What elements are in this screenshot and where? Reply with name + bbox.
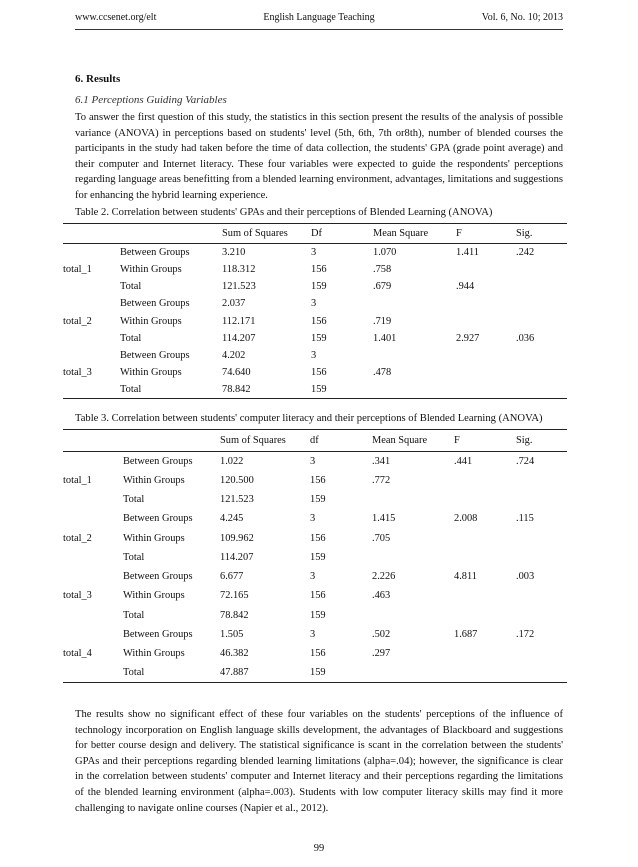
- table-cell: [373, 382, 456, 399]
- table-cell: [516, 382, 567, 399]
- row-label: Between Groups: [123, 455, 193, 467]
- table-cell: .003: [516, 571, 535, 583]
- table-cell: .719: [373, 315, 392, 327]
- table-cell: [456, 347, 516, 364]
- table-cell: 1.505: [220, 628, 244, 640]
- table-cell: [516, 663, 567, 682]
- table-row: [63, 509, 567, 528]
- subsection-heading: 6.1 Perceptions Guiding Variables: [75, 94, 227, 106]
- table-cell: .772: [372, 474, 391, 486]
- table-cell: 1.401: [373, 332, 397, 344]
- table-cell: [516, 548, 567, 567]
- table3-caption: Table 3. Correlation between students' computer literacy and their perceptions of Blended Learning (ANOVA): [75, 413, 543, 424]
- table-cell: [373, 295, 456, 312]
- row-label: Between Groups: [120, 350, 190, 362]
- table-cell: 72.165: [220, 590, 249, 602]
- column-header: Df: [311, 228, 322, 239]
- table-cell: [516, 278, 567, 295]
- table-cell: [372, 606, 454, 625]
- group-label: total_2: [63, 532, 92, 544]
- row-label: Within Groups: [123, 532, 185, 544]
- table-cell: 118.312: [222, 263, 256, 275]
- table-cell: [454, 644, 516, 663]
- table-cell: 156: [311, 263, 327, 275]
- table-cell: .679: [373, 281, 392, 293]
- table-row: [63, 490, 567, 509]
- header-row: [63, 430, 567, 452]
- table-cell: [456, 382, 516, 399]
- table-cell: .724: [516, 455, 535, 467]
- table-cell: 2.008: [454, 513, 478, 525]
- table2-anova: [63, 223, 567, 399]
- column-header: F: [454, 435, 460, 446]
- table2-body: [63, 244, 567, 399]
- table-cell: .297: [372, 648, 391, 660]
- group-label: total_1: [63, 264, 92, 276]
- table-cell: 3: [311, 298, 317, 310]
- table-row: [63, 586, 567, 605]
- intro-paragraph: To answer the first question of this study, the statistics in this section present the results of the analysis of possible variance (ANOVA) in perceptions based on students' level (5th, 6th, 7th or8th), number of blended courses the participants in the study had taken before the time of data collection, the students' GPA (grade point average) and their computer and Internet literacy. These four variables were expected to guide the respondents' perceptions regarding language areas benefitting from a blended learning environment, advantages, limitations and suggestions for enhancing the hybrid learning experience.: [75, 112, 563, 201]
- table-cell: 1.022: [220, 455, 244, 467]
- row-label: Total: [123, 667, 145, 679]
- column-header: Sum of Squares: [220, 435, 286, 446]
- header-rule: [75, 29, 563, 30]
- table-row: [63, 452, 567, 471]
- table-cell: .441: [454, 455, 473, 467]
- table-cell: 4.202: [222, 350, 246, 362]
- row-label: Total: [120, 332, 142, 344]
- table-cell: [516, 364, 567, 381]
- table-cell: [516, 606, 567, 625]
- table-cell: [516, 644, 567, 663]
- table-cell: .463: [372, 590, 391, 602]
- table-cell: [516, 347, 567, 364]
- row-label: Within Groups: [123, 474, 185, 486]
- table-cell: [456, 364, 516, 381]
- table-row: [63, 347, 567, 364]
- page-number: 99: [313, 843, 325, 854]
- table-cell: .758: [373, 263, 392, 275]
- table-cell: 3: [310, 628, 316, 640]
- row-label: Between Groups: [120, 298, 190, 310]
- table-cell: 156: [310, 474, 326, 486]
- table-row: [63, 278, 567, 295]
- table-row: [63, 567, 567, 586]
- group-label: total_1: [63, 475, 92, 487]
- row-label: Total: [120, 281, 142, 293]
- journal-url: www.ccsenet.org/elt: [75, 12, 157, 23]
- table-cell: 3: [311, 350, 317, 362]
- column-header: df: [310, 435, 319, 446]
- row-label: Total: [123, 609, 145, 621]
- table-cell: 1.415: [372, 513, 396, 525]
- table-cell: [456, 261, 516, 278]
- table-cell: [454, 490, 516, 509]
- row-label: Within Groups: [120, 263, 182, 275]
- table-cell: 78.842: [222, 384, 251, 396]
- column-header: Mean Square: [373, 228, 429, 239]
- table-cell: [454, 606, 516, 625]
- group-label: total_3: [63, 590, 92, 602]
- table-cell: 3: [310, 571, 316, 583]
- table-cell: 46.382: [220, 648, 249, 660]
- row-label: Total: [123, 494, 145, 506]
- table-cell: [456, 313, 516, 330]
- table-cell: .705: [372, 532, 391, 544]
- header-row: [63, 224, 567, 244]
- table-cell: 156: [311, 367, 327, 379]
- table-cell: .341: [372, 455, 391, 467]
- table-cell: .944: [456, 281, 475, 293]
- section-heading: 6. Results: [75, 73, 121, 85]
- column-header: [63, 224, 120, 244]
- table-cell: 2.037: [222, 298, 246, 310]
- table-cell: .115: [516, 513, 534, 525]
- discussion-paragraph: The results show no significant effect of these four variables on the students' perceptions of the influence of technology incorporation on English language skills development, the advantages of Blackboard and suggestions for better course design and delivery. The statistical significance is scant in the correlation between the students' GPAs and their perceptions regarding blended learning limitations (alpha=.04); however, the significance is clear in the correlation between students' computer and Internet literacy and their perceptions regarding the limitations of the blended learning environment (alpha=.003). Students with low computer literacy skills may find it more challenging to navigate online courses (Napier et al., 2012).: [75, 709, 563, 814]
- table-row: [63, 606, 567, 625]
- row-label: Within Groups: [123, 648, 185, 660]
- table-row: [63, 625, 567, 644]
- table-row: [63, 244, 567, 261]
- table-cell: 159: [310, 667, 326, 679]
- column-header: [120, 224, 222, 244]
- table-cell: 156: [311, 315, 327, 327]
- table-cell: [454, 548, 516, 567]
- table-cell: 121.523: [222, 281, 256, 293]
- table3-body: [63, 452, 567, 683]
- table-cell: 1.411: [456, 246, 479, 258]
- table-cell: 4.245: [220, 513, 244, 525]
- row-label: Total: [120, 384, 142, 396]
- table-cell: .172: [516, 628, 535, 640]
- table-row: [63, 471, 567, 490]
- table-cell: [516, 586, 567, 605]
- table-cell: 6.677: [220, 571, 244, 583]
- table-cell: 159: [310, 494, 326, 506]
- table3-anova: [63, 429, 567, 683]
- table-cell: [454, 529, 516, 548]
- table-cell: [372, 663, 454, 682]
- row-label: Within Groups: [123, 590, 185, 602]
- table-cell: [516, 313, 567, 330]
- table-cell: 121.523: [220, 494, 254, 506]
- group-label: total_3: [63, 367, 92, 379]
- table-cell: 159: [311, 332, 327, 344]
- table-cell: 120.500: [220, 474, 254, 486]
- column-header: Mean Square: [372, 435, 428, 446]
- table-cell: 78.842: [220, 609, 249, 621]
- table-row: [63, 644, 567, 663]
- table-cell: [516, 529, 567, 548]
- table-cell: 156: [310, 590, 326, 602]
- table-cell: 159: [311, 384, 327, 396]
- table3-header: [63, 430, 567, 452]
- table-cell: 159: [310, 551, 326, 563]
- column-header: Sig.: [516, 228, 533, 239]
- table-row: [63, 313, 567, 330]
- table-cell: 1.070: [373, 246, 397, 258]
- table-cell: 159: [310, 609, 326, 621]
- row-label: Between Groups: [120, 246, 190, 258]
- table-cell: 159: [311, 281, 327, 293]
- table-cell: [372, 548, 454, 567]
- table-cell: .242: [516, 246, 535, 258]
- table-cell: [373, 347, 456, 364]
- table-row: [63, 364, 567, 381]
- table-row: [63, 295, 567, 312]
- table-cell: [516, 490, 567, 509]
- group-label: total_4: [63, 647, 92, 659]
- table-cell: 114.207: [220, 551, 254, 563]
- table-row: [63, 529, 567, 548]
- table-cell: .036: [516, 332, 535, 344]
- table2-caption: Table 2. Correlation between students' GPAs and their perceptions of Blended Learning (ANOVA): [75, 207, 493, 218]
- table-row: [63, 663, 567, 682]
- column-header: F: [456, 228, 462, 239]
- volume-info: Vol. 6, No. 10; 2013: [481, 12, 563, 23]
- group-label: total_2: [63, 315, 92, 327]
- table-cell: 3: [310, 455, 316, 467]
- table-cell: [516, 471, 567, 490]
- table-cell: 3: [311, 246, 317, 258]
- table-cell: [372, 490, 454, 509]
- table-cell: 3.210: [222, 246, 246, 258]
- table-cell: 1.687: [454, 628, 478, 640]
- column-header: [123, 430, 220, 452]
- table-row: [63, 548, 567, 567]
- table-cell: [454, 663, 516, 682]
- table-cell: 74.640: [222, 367, 251, 379]
- journal-name: English Language Teaching: [263, 12, 375, 23]
- row-label: Between Groups: [123, 571, 193, 583]
- running-header: [75, 12, 563, 28]
- table-cell: 2.226: [372, 571, 396, 583]
- table-cell: 3: [310, 513, 316, 525]
- table-row: [63, 382, 567, 399]
- table-cell: 47.887: [220, 667, 249, 679]
- column-header: [63, 430, 123, 452]
- table-cell: [456, 295, 516, 312]
- table-cell: [454, 471, 516, 490]
- table-cell: [516, 295, 567, 312]
- table-cell: 156: [310, 648, 326, 660]
- column-header: Sum of Squares: [222, 228, 288, 239]
- table-cell: 112.171: [222, 315, 256, 327]
- table-row: [63, 330, 567, 347]
- row-label: Total: [123, 551, 145, 563]
- table-cell: 156: [310, 532, 326, 544]
- row-label: Between Groups: [123, 513, 193, 525]
- table-cell: 2.927: [456, 332, 480, 344]
- column-header: Sig.: [516, 435, 533, 446]
- table-cell: .478: [373, 367, 392, 379]
- table-cell: 109.962: [220, 532, 254, 544]
- table-row: [63, 261, 567, 278]
- row-label: Within Groups: [120, 367, 182, 379]
- table-cell: 114.207: [222, 332, 256, 344]
- row-label: Within Groups: [120, 315, 182, 327]
- table-cell: [516, 261, 567, 278]
- table2-header: [63, 224, 567, 244]
- table-cell: .502: [372, 628, 391, 640]
- row-label: Between Groups: [123, 628, 193, 640]
- table-cell: 4.811: [454, 571, 477, 583]
- table-cell: [454, 586, 516, 605]
